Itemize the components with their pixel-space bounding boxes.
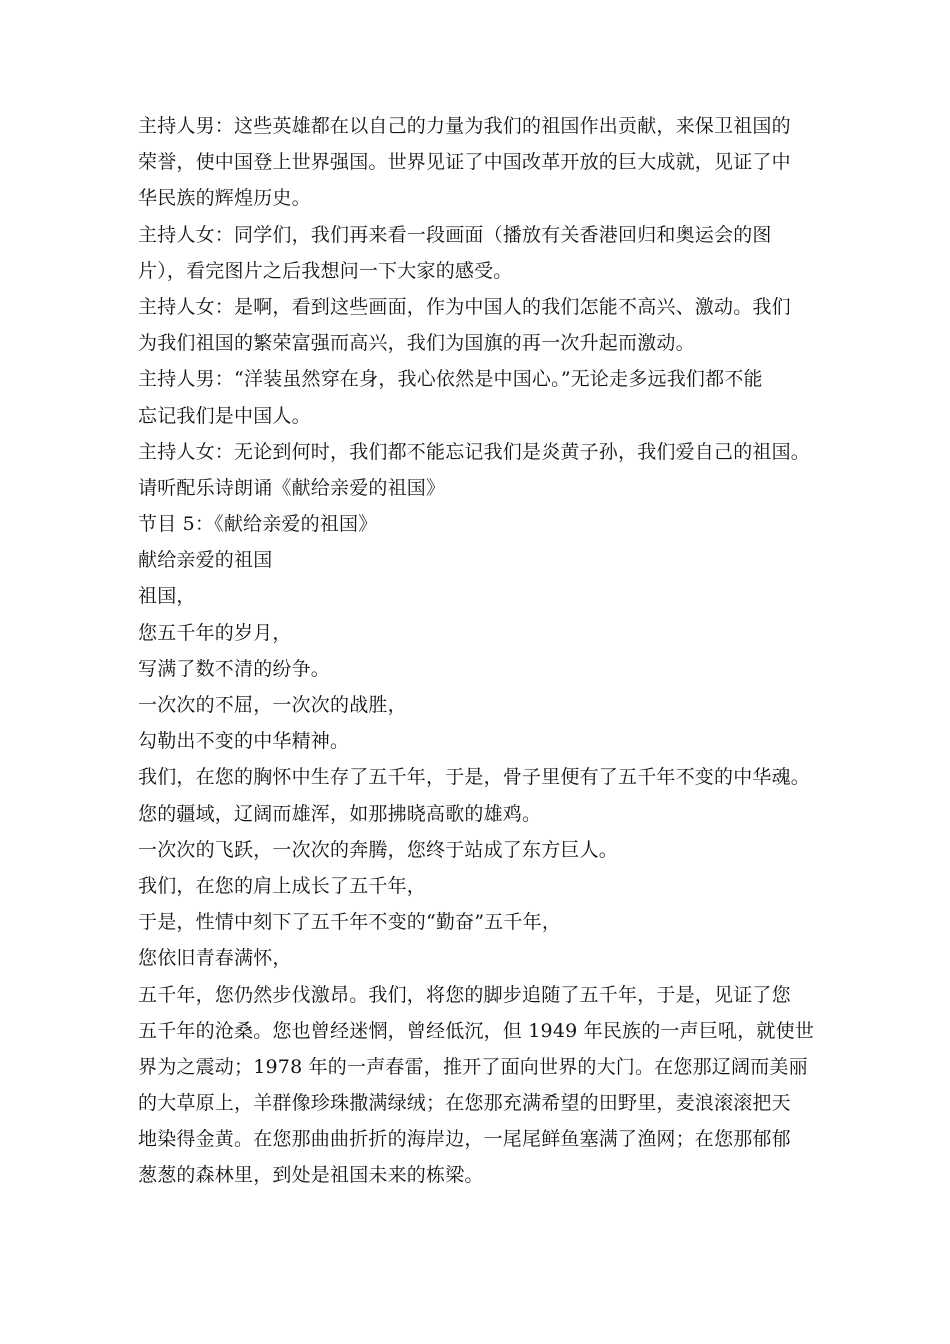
- poem-line: 祖国，: [138, 585, 196, 608]
- text-line: 片），看完图片之后我想问一下大家的感受。: [138, 259, 513, 282]
- text-line: 主持人女：无论到何时，我们都不能忘记我们是炎黄子孙，我们爱自己的祖国。: [138, 440, 811, 463]
- poem-line: 写满了数不清的纷争。: [138, 657, 331, 680]
- poem-line: 勾勒出不变的中华精神。: [138, 730, 350, 753]
- poem-line: 我们，在您的肩上成长了五千年，: [138, 874, 427, 897]
- program-title: 节目 5：《献给亲爱的祖国》: [138, 513, 378, 536]
- text-line: 忘记我们是中国人。: [138, 404, 311, 427]
- text-line: 主持人女：是啊，看到这些画面，作为中国人的我们怎能不高兴、激动。我们: [138, 295, 791, 318]
- poem-line: 地染得金黄。在您那曲曲折折的海岸边，一尾尾鲜鱼塞满了渔网；在您那郁郁: [138, 1128, 791, 1151]
- poem-line: 的大草原上，羊群像珍珠撒满绿绒；在您那充满希望的田野里，麦浪滚滚把天: [138, 1092, 791, 1115]
- poem-line: 您五千年的岁月，: [138, 621, 292, 644]
- poem-title: 献给亲爱的祖国: [138, 549, 273, 572]
- poem-line: 您依旧青春满怀，: [138, 947, 292, 970]
- poem-line: 于是，性情中刻下了五千年不变的“勤奋”五千年，: [138, 911, 562, 934]
- text-line: 荣誉，使中国登上世界强国。世界见证了中国改革开放的巨大成就，见证了中: [138, 151, 791, 174]
- text-line: 主持人男：这些英雄都在以自己的力量为我们的祖国作出贡献，来保卫祖国的: [138, 115, 791, 137]
- poem-line: 葱葱的森林里，到处是祖国未来的栋梁。: [138, 1164, 484, 1187]
- text-line: 主持人女：同学们，我们再来看一段画面（播放有关香港回归和奥运会的图: [138, 223, 772, 246]
- poem-line: 界为之震动；1978 年的一声春雷，推开了面向世界的大门。在您那辽阔而美丽: [138, 1055, 808, 1078]
- text-line: 主持人男：“洋装虽然穿在身，我心依然是中国心。”无论走多远我们都不能: [138, 368, 763, 391]
- text-line: 请听配乐诗朗诵《献给亲爱的祖国》: [138, 476, 446, 499]
- text-line: 为我们祖国的繁荣富强而高兴，我们为国旗的再一次升起而激动。: [138, 332, 695, 355]
- poem-line: 五千年，您仍然步伐激昂。我们，将您的脚步追随了五千年，于是，见证了您: [138, 983, 791, 1006]
- poem-line: 五千年的沧桑。您也曾经迷惘，曾经低沉，但 1949 年民族的一声巨吼，就使世: [138, 1019, 815, 1042]
- poem-line: 一次次的飞跃，一次次的奔腾，您终于站成了东方巨人。: [138, 838, 619, 861]
- text-line: 华民族的辉煌历史。: [138, 187, 311, 210]
- poem-line: 一次次的不屈，一次次的战胜，: [138, 694, 407, 716]
- poem-line: 我们，在您的胸怀中生存了五千年，于是，骨子里便有了五千年不变的中华魂。: [138, 766, 811, 789]
- document-body: [138, 108, 818, 1194]
- poem-line: 您的疆域，辽阔而雄浑，如那拂晓高歌的雄鸡。: [138, 802, 542, 825]
